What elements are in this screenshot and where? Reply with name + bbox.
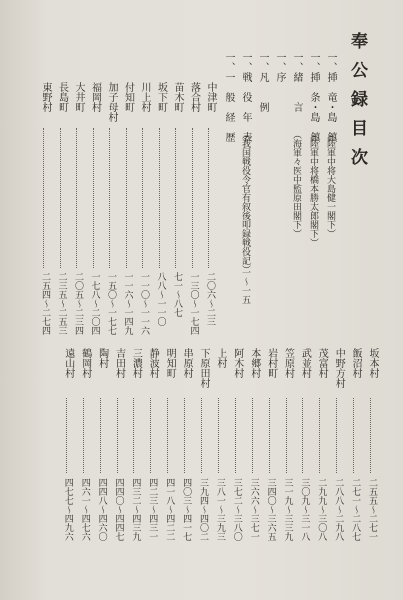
town-page: 二七一〜二八七 [350,478,361,541]
town-page: 一五〇〜一七七 [106,272,116,335]
leader-dots [43,128,48,268]
town-label: 下原田村 [198,348,209,388]
town-page: 三一九〜三三九 [282,478,293,541]
town-page: 二〇六〜二三 [205,272,215,326]
town-page: 二八八〜二九八 [333,478,344,541]
town-label: 岩村町 [265,348,277,378]
town-page: 一三〇〜一七四 [188,272,199,335]
town-label: 串原村 [181,348,193,378]
front-matter-note: （陸軍中将橋本勝太郎閣下） [308,130,318,247]
town-page: 四一八〜四二二 [164,478,175,541]
town-page: 二五五〜二七一 [367,478,377,541]
town-label: 武並村 [299,348,311,378]
town-label: 三濃村 [130,348,142,378]
front-matter-note: （我国戦役令官有叙後叩録戦役記） [240,130,250,274]
town-label: 茂富村 [316,348,328,378]
front-matter-label: 一、緒 言 [291,52,302,112]
front-matter-label: 一、凡 例 [257,52,268,112]
town-label: 坂本村 [367,348,378,378]
town-label: 付知町 [122,82,134,112]
town-page: 四七七〜四九六 [62,478,73,541]
leader-dots [218,398,223,473]
leader-dots [269,398,274,473]
town-label: 本郷村 [248,348,260,378]
leader-dots [150,398,155,473]
town-label: 鶴岡村 [79,348,91,378]
leader-dots [60,128,65,268]
town-label: 川上村 [139,82,150,112]
town-page: 一七八〜二〇四 [89,272,100,335]
leader-dots [100,398,105,473]
town-label: 吉田村 [113,348,125,378]
page-title: 奉公録目次 [347,32,367,177]
town-label: 遠山村 [62,348,74,378]
leader-dots [66,398,71,473]
town-label: 飯沼村 [350,348,362,378]
leader-dots [252,398,257,473]
town-label: 中津町 [205,82,216,112]
front-matter-label: 一、挿 条・島 鎮 [308,52,319,142]
town-page: 八八〜一一〇 [155,272,166,326]
front-matter-page: 一〜一五 [240,268,250,304]
leader-dots [319,398,324,473]
town-label: 中野方村 [333,348,345,388]
front-matter-label: 一、挿 竜・島 鎮 [325,52,336,142]
leader-dots [117,398,122,473]
leader-dots [302,398,307,473]
leader-dots [208,128,213,268]
town-page: 二三五〜二五三 [56,272,67,335]
leader-dots [93,128,98,268]
town-page: 二〇五〜二三四 [73,272,83,335]
leader-dots [126,128,131,268]
leader-dots [235,398,240,473]
town-page: 七一〜八七 [172,272,182,317]
town-page: 四六一〜四七六 [79,478,90,541]
town-label: 苗木町 [172,82,183,112]
town-label: 上村 [214,348,226,368]
town-page: 三八一〜三九三 [214,478,225,541]
town-page: 三七二〜三八〇 [231,478,242,541]
town-page: 四〇三〜四一七 [181,478,192,541]
town-page: 三四〇〜三六五 [265,478,276,541]
leader-dots [192,128,197,268]
town-page: 二九九〜三〇八 [316,478,327,541]
leader-dots [133,398,138,473]
town-page: 三〇九〜三一八 [299,478,310,541]
front-matter-label: 一、序 [274,52,285,82]
town-page: 四三二〜四三九 [130,478,141,541]
town-page: 一一六〜一四九 [122,272,133,335]
leader-dots [175,128,180,268]
town-label: 東野村 [40,82,51,112]
town-page: 三六六〜三七一 [248,478,259,541]
town-page: 四四八〜四六〇 [96,478,107,541]
town-label: 陶村 [96,348,108,368]
leader-dots [184,398,189,473]
leader-dots [201,398,206,473]
leader-dots [76,128,81,268]
front-matter-label: 一、一 般 経 歴 [223,52,234,142]
town-label: 阿木村 [231,348,243,378]
front-matter-note: （海軍々医中監原田閣下） [291,130,301,238]
leader-dots [167,398,172,473]
front-matter-label: 一、戦 役 年 表 [240,52,251,142]
town-page: 三九四〜四〇二 [198,478,208,541]
town-page: 一一〇〜一一六 [139,272,149,335]
town-label: 明知町 [164,348,176,378]
leader-dots [109,128,114,268]
leader-dots [336,398,341,473]
town-label: 長島町 [56,82,68,112]
town-page: 四四〇〜四四七 [113,478,124,541]
town-label: 静波村 [147,348,159,378]
town-label: 坂下町 [155,82,167,112]
leader-dots [286,398,291,473]
leader-dots [159,128,164,268]
leader-dots [353,398,358,473]
town-label: 加子母村 [106,82,117,122]
leader-dots [370,398,375,473]
leader-dots [142,128,147,268]
town-label: 大井町 [73,82,84,112]
front-matter-note: （陸軍中将大島健一閣下） [325,130,335,238]
town-label: 笠原村 [282,348,294,378]
town-page: 二五四〜二七四 [40,272,50,335]
town-label: 落合村 [188,82,200,112]
town-page: 四二三〜四三一 [147,478,158,541]
leader-dots [83,398,88,473]
town-label: 福岡村 [89,82,101,112]
